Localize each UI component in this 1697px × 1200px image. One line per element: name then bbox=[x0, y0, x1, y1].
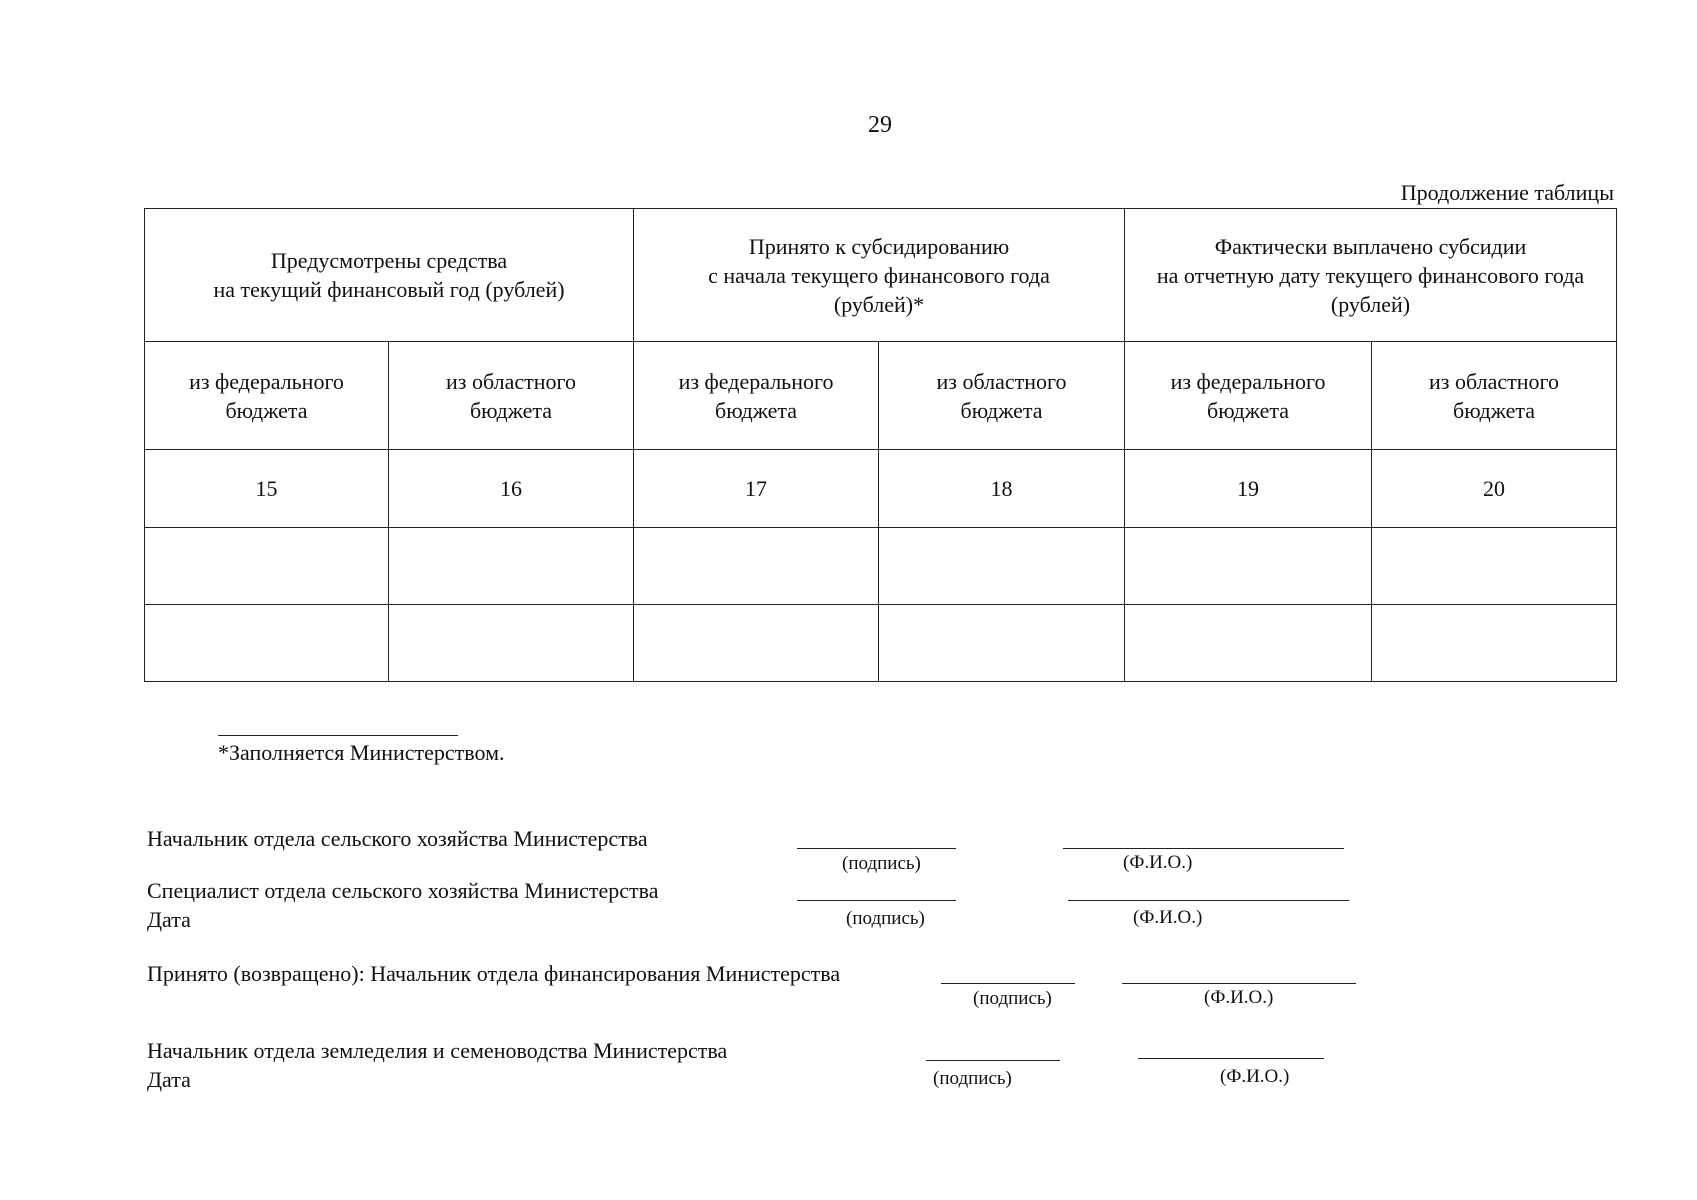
table-cell bbox=[389, 605, 634, 682]
name-caption: (Ф.И.О.) bbox=[1133, 907, 1203, 928]
signature-caption: (подпись) bbox=[842, 853, 921, 874]
name-line[interactable] bbox=[1063, 848, 1344, 849]
group-header-planned: Предусмотрены средства на текущий финансовый год (рублей) bbox=[145, 209, 634, 342]
subheader-cell: из областного бюджета bbox=[389, 342, 634, 450]
footnote: *Заполняется Министерством. bbox=[218, 740, 505, 765]
table-cell bbox=[145, 605, 389, 682]
group-header-row bbox=[145, 209, 1617, 342]
name-caption: (Ф.И.О.) bbox=[1220, 1066, 1290, 1087]
table-cell bbox=[634, 605, 879, 682]
signature-line[interactable] bbox=[797, 900, 956, 901]
subsidy-table bbox=[144, 208, 1617, 682]
name-caption: (Ф.И.О.) bbox=[1204, 987, 1274, 1008]
signature-caption: (подпись) bbox=[973, 988, 1052, 1009]
signature-title: Принято (возвращено): Начальник отдела финансирования Министерства bbox=[147, 961, 841, 986]
table-row bbox=[145, 605, 1617, 682]
column-number: 18 bbox=[879, 450, 1125, 528]
column-number-row bbox=[145, 450, 1617, 528]
name-line[interactable] bbox=[1068, 900, 1349, 901]
footnote-rule bbox=[218, 735, 458, 736]
column-number: 15 bbox=[145, 450, 389, 528]
group-header-paid: Фактически выплачено субсидии на отчетную дату текущего финансового года (рублей) bbox=[1125, 209, 1617, 342]
page-number: 29 bbox=[868, 112, 892, 138]
table-cell bbox=[1372, 528, 1617, 605]
column-number: 16 bbox=[389, 450, 634, 528]
continuation-label: Продолжение таблицы bbox=[1400, 180, 1614, 205]
column-number: 20 bbox=[1372, 450, 1617, 528]
table-cell bbox=[1372, 605, 1617, 682]
subheader-cell: из федерального бюджета bbox=[145, 342, 389, 450]
table-cell bbox=[389, 528, 634, 605]
column-number: 19 bbox=[1125, 450, 1372, 528]
signature-title: Начальник отдела земледелия и семеноводства Министерства bbox=[147, 1038, 728, 1063]
name-caption: (Ф.И.О.) bbox=[1123, 852, 1193, 873]
signature-farming-head bbox=[147, 1036, 727, 1094]
table-cell bbox=[879, 605, 1125, 682]
date-label: Дата bbox=[147, 1067, 191, 1092]
table-cell bbox=[634, 528, 879, 605]
signature-caption: (подпись) bbox=[846, 908, 925, 929]
subheader-cell: из федерального бюджета bbox=[1125, 342, 1372, 450]
signature-agri-head bbox=[147, 824, 648, 853]
table-row bbox=[145, 528, 1617, 605]
group-header-accepted: Принято к субсидированию с начала текущего финансового года (рублей)* bbox=[634, 209, 1125, 342]
table-cell bbox=[1125, 528, 1372, 605]
subheader-cell: из областного бюджета bbox=[879, 342, 1125, 450]
date-label: Дата bbox=[147, 907, 191, 932]
subheader-cell: из областного бюджета bbox=[1372, 342, 1617, 450]
signature-title: Специалист отдела сельского хозяйства Министерства bbox=[147, 878, 659, 903]
signature-caption: (подпись) bbox=[933, 1068, 1012, 1089]
signature-title: Начальник отдела сельского хозяйства Министерства bbox=[147, 826, 648, 851]
signature-finance-head bbox=[147, 959, 840, 988]
column-number: 17 bbox=[634, 450, 879, 528]
table-cell bbox=[879, 528, 1125, 605]
subheader-cell: из федерального бюджета bbox=[634, 342, 879, 450]
table-cell bbox=[1125, 605, 1372, 682]
signature-line[interactable] bbox=[926, 1060, 1060, 1061]
signature-line[interactable] bbox=[941, 983, 1075, 984]
signature-agri-specialist bbox=[147, 876, 658, 934]
signature-line[interactable] bbox=[797, 848, 956, 849]
name-line[interactable] bbox=[1138, 1058, 1324, 1059]
table-cell bbox=[145, 528, 389, 605]
subheader-row bbox=[145, 342, 1617, 450]
name-line[interactable] bbox=[1122, 983, 1356, 984]
